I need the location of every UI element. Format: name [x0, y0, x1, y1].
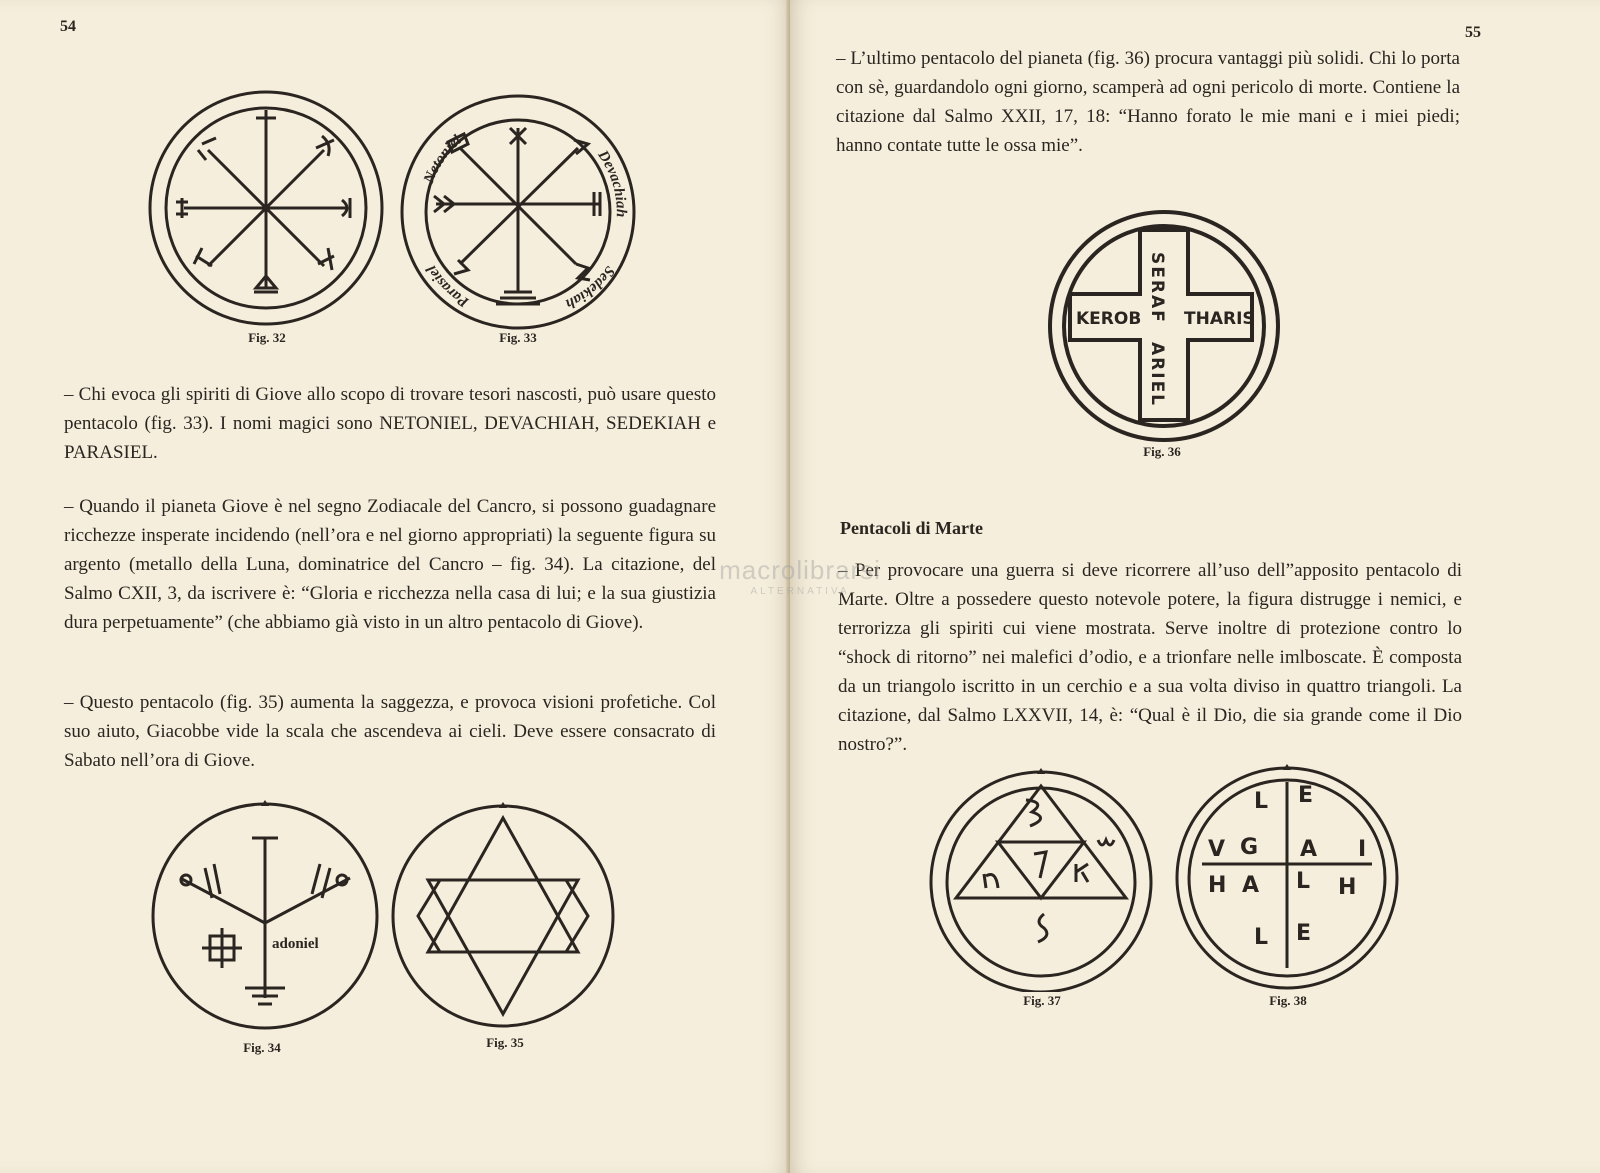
fig-36-label-top: SERAF	[1147, 252, 1167, 324]
fig-37-pentacle	[926, 766, 1156, 992]
caption-fig-37: Fig. 37	[1023, 993, 1061, 1008]
fig-33-label-bottom: Sedekiah	[562, 262, 618, 312]
paragraph-fig-36: – L’ultimo pentacolo del pianeta (fig. 36) procura vantaggi più solidi. Chi lo porta con sè, guardandolo ogni giorno, scamperà ad ogni pericolo di morte. Contiene la citazione dal Salmo XXII, 17, 18: “Hanno forato le mie mani e i miei piedi; hanno contate tutte le ossa mie”.	[836, 48, 1460, 156]
fig-36-label-right: THARIS	[1184, 309, 1255, 329]
fig-38-pentacle	[1172, 764, 1402, 990]
caption-fig-36: Fig. 36	[1143, 444, 1181, 459]
fig-38-letter-mr: I	[1358, 837, 1367, 862]
paragraph-marte: – Per provocare una guerra si deve ricorrere all’uso dell”apposito pentacolo di Marte. Oltre a possedere questo notevole potere, la figura distrugge i nemici, e terrorizza gli spiriti cui viene mostrata. Serve inoltre di protezione contro lo “shock di ritorno” nei malefici d’odio, e a trionfare nelle imlboscate. È composta da un triangolo iscritto in un cerchio e a sua volta diviso in quattro triangoli. La citazione, dal Salmo LXXVII, 14, è: “Qual è il Dio, die sia grande come il Dio nostro?”.	[838, 560, 1462, 755]
watermark	[650, 555, 950, 597]
caption-fig-38: Fig. 38	[1269, 993, 1307, 1008]
fig-34-drawing	[150, 798, 380, 1033]
fig-38-letter-bl3: L	[1296, 869, 1311, 894]
fig-36-label-bottom: ARIEL	[1147, 342, 1167, 408]
fig-34-label: adoniel	[272, 936, 319, 952]
paragraph-cancro: – Quando il pianeta Giove è nel segno Zodiacale del Cancro, si possono guadagnare ricchezze insperate incidendo (nell’ora e nel giorno appropriati) la seguente figura su argento (metallo della Luna, dominatrice del Cancro – fig. 34). La citazione, del Salmo CXII, 3, da iscrivere è: “Gloria e ricchezza nella casa di lui; e la sua giustizia dura perpetuamente” (che abbiamo già visto in un altro pentacolo di Giove).	[64, 496, 716, 633]
section-heading-marte: Pentacoli di Marte	[840, 518, 983, 538]
fig-35-drawing	[388, 800, 618, 1032]
paragraph-saggezza: – Questo pentacolo (fig. 35) aumenta la saggezza, e provoca visioni profetiche. Col suo aiuto, Giacobbe vide la scala che ascendeva ai cieli. Deve essere consacrato di Sabato nell’ora di Giove.	[64, 692, 716, 771]
fig-38-letter-ml3: A	[1300, 837, 1318, 862]
fig-32-drawing	[146, 88, 386, 328]
caption-fig-32: Fig. 32	[248, 330, 286, 345]
fig-38-letter-bl2: A	[1242, 873, 1260, 898]
caption-fig-35: Fig. 35	[486, 1035, 524, 1050]
fig-33-label-left: Parasiel	[423, 262, 472, 311]
fig-33-pentacle	[398, 92, 638, 332]
fig-33-label-right: Devachiah	[594, 147, 629, 218]
fig-36-drawing	[1046, 208, 1282, 444]
fig-38-letter-ml1: V	[1208, 837, 1226, 862]
fig-35-pentacle	[388, 800, 618, 1032]
fig-38-letter-bot1: L	[1254, 925, 1269, 950]
fig-36-label-left: KEROB	[1076, 309, 1142, 329]
fig-38-letter-br: H	[1338, 875, 1357, 900]
paragraph-netoniel: – Chi evoca gli spiriti di Giove allo scopo di trovare tesori nascosti, può usare questo pentacolo (fig. 33). I nomi magici sono NETONIEL, DEVACHIAH, SEDEKIAH e PARASIEL.	[64, 384, 716, 463]
fig-38-letter-bl1: H	[1208, 873, 1227, 898]
fig-33-label-top: Netoniel	[421, 132, 465, 186]
fig-38-letter-tr: E	[1298, 783, 1314, 808]
fig-38-letter-tl: L	[1254, 789, 1269, 814]
watermark-tagline: ALTERNATIVA	[750, 586, 850, 597]
page-number-left: 54	[60, 18, 76, 35]
fig-38-letter-ml2: G	[1240, 835, 1259, 860]
watermark-brand: macrolibrarsi	[719, 555, 881, 585]
page-number-right: 55	[1465, 24, 1481, 41]
caption-fig-34: Fig. 34	[243, 1040, 281, 1055]
fig-34-pentacle	[150, 798, 380, 1033]
fig-32-pentacle	[146, 88, 386, 328]
fig-38-letter-bot2: E	[1296, 921, 1312, 946]
fig-38-drawing	[1172, 764, 1402, 990]
fig-33-drawing	[398, 92, 638, 332]
fig-37-drawing	[926, 766, 1156, 992]
fig-36-pentacle	[1046, 208, 1282, 444]
caption-fig-33: Fig. 33	[499, 330, 537, 345]
